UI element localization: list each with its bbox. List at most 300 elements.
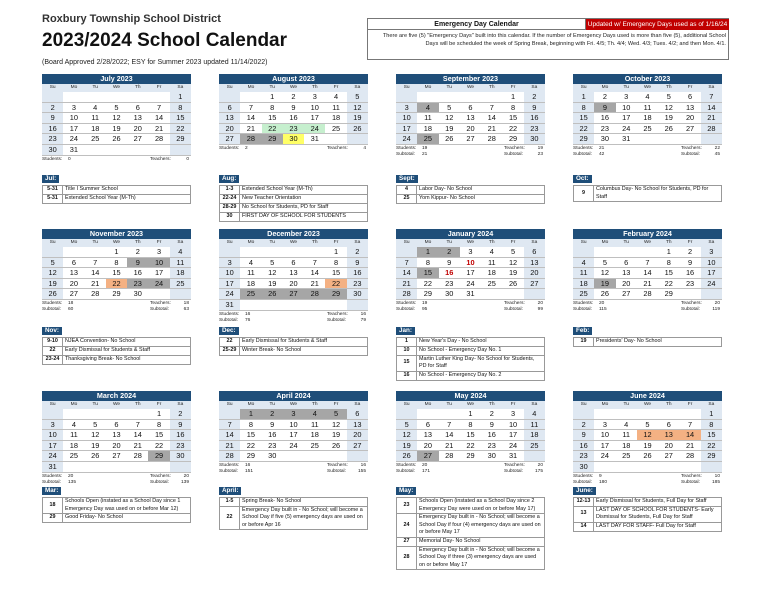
day-cell: 25 bbox=[325, 124, 346, 135]
students-label: Students: bbox=[42, 300, 63, 306]
weekday-label: Su bbox=[403, 402, 410, 407]
teachers-label: Teachers: bbox=[150, 473, 171, 479]
subtotal-label: Subtotal: bbox=[573, 306, 592, 312]
day-cell: 21 bbox=[85, 279, 106, 290]
day-cell bbox=[524, 451, 545, 462]
weekday-label: Th bbox=[665, 240, 672, 245]
legend-date: 23-24 bbox=[43, 356, 63, 364]
day-cell: 25 bbox=[85, 134, 106, 145]
day-cell bbox=[63, 92, 84, 103]
day-cell: 19 bbox=[502, 268, 523, 279]
day-cell: 3 bbox=[283, 409, 304, 420]
day-cell bbox=[127, 462, 148, 473]
students-subtotal: 42 bbox=[599, 151, 605, 157]
day-cell: 23 bbox=[679, 279, 700, 290]
month-title: July 2023 bbox=[42, 74, 191, 84]
day-cell bbox=[106, 92, 127, 103]
day-cell bbox=[573, 247, 594, 258]
day-cell bbox=[63, 409, 84, 420]
day-cell: 13 bbox=[63, 268, 84, 279]
day-cell: 21 bbox=[148, 124, 169, 135]
day-cell: 17 bbox=[460, 268, 481, 279]
legend-description: New Teacher Orientation bbox=[242, 194, 302, 201]
day-cell: 12 bbox=[325, 420, 346, 431]
day-cell: 20 bbox=[658, 441, 679, 452]
day-cell: 3 bbox=[502, 409, 523, 420]
month-calendar bbox=[396, 229, 545, 313]
day-cell: 6 bbox=[460, 103, 481, 114]
day-cell: 1 bbox=[701, 409, 722, 420]
day-cell: 24 bbox=[63, 134, 84, 145]
day-cell bbox=[170, 289, 191, 300]
legend-rows bbox=[396, 337, 545, 381]
day-cell bbox=[240, 92, 261, 103]
day-cell: 7 bbox=[701, 92, 722, 103]
teachers-label: Teachers: bbox=[504, 462, 525, 468]
board-approval-note: (Board Approved 2/28/2022; ESY for Summer 2023 updated 11/14/2022) bbox=[42, 59, 268, 66]
subtotal-label: Subtotal: bbox=[327, 468, 346, 474]
subtotal-label: Subtotal: bbox=[396, 306, 415, 312]
day-cell bbox=[396, 409, 417, 420]
day-grid bbox=[573, 247, 722, 300]
day-cell: 7 bbox=[85, 258, 106, 269]
day-grid bbox=[396, 247, 545, 300]
emergency-updated-badge: Updated w/ Emergency Days used as of 1/16/24 bbox=[587, 21, 728, 28]
month-legend bbox=[396, 319, 545, 381]
day-cell: 10 bbox=[63, 113, 84, 124]
day-cell: 9 bbox=[439, 258, 460, 269]
day-cell: 28 bbox=[127, 451, 148, 462]
weekday-label: Tu bbox=[623, 240, 629, 245]
students-subtotal: 21 bbox=[422, 151, 428, 157]
day-cell: 23 bbox=[573, 451, 594, 462]
day-cell: 15 bbox=[325, 268, 346, 279]
month-legend bbox=[573, 319, 722, 347]
students-count: 16 bbox=[245, 311, 251, 317]
day-cell: 11 bbox=[325, 103, 346, 114]
legend-date: 15 bbox=[397, 356, 417, 371]
day-cell: 15 bbox=[106, 268, 127, 279]
students-count: 20 bbox=[422, 462, 428, 468]
month-title: June 2024 bbox=[573, 391, 722, 401]
weekday-label: Th bbox=[488, 402, 495, 407]
day-cell: 25 bbox=[304, 441, 325, 452]
day-cell: 18 bbox=[637, 113, 658, 124]
day-cell: 7 bbox=[127, 420, 148, 431]
day-cell: 26 bbox=[637, 451, 658, 462]
weekday-label: Th bbox=[488, 85, 495, 90]
day-cell: 8 bbox=[106, 258, 127, 269]
legend-row bbox=[396, 547, 545, 571]
month-calendar bbox=[396, 391, 545, 475]
weekday-label: Th bbox=[134, 402, 141, 407]
students-subtotal: 60 bbox=[68, 306, 74, 312]
weekday-header bbox=[42, 401, 191, 409]
day-cell: 2 bbox=[170, 409, 191, 420]
day-cell: 21 bbox=[679, 441, 700, 452]
weekday-label: Fr bbox=[510, 85, 516, 90]
day-cell: 15 bbox=[417, 268, 438, 279]
day-cell: 27 bbox=[106, 451, 127, 462]
legend-row bbox=[573, 523, 722, 532]
weekday-label: We bbox=[112, 240, 121, 245]
day-cell bbox=[148, 145, 169, 156]
students-label: Students: bbox=[42, 156, 63, 162]
weekday-label: We bbox=[643, 240, 652, 245]
weekday-label: We bbox=[289, 240, 298, 245]
day-cell: 3 bbox=[42, 420, 63, 431]
day-cell: 27 bbox=[63, 289, 84, 300]
day-cell bbox=[304, 300, 325, 311]
day-cell: 24 bbox=[283, 441, 304, 452]
day-cell bbox=[347, 300, 368, 311]
day-cell: 25 bbox=[63, 451, 84, 462]
legend-description: Martin Luther King Day- No School for Students, PD for Staff bbox=[419, 355, 535, 369]
legend-description: Schools Open (instated as a School Day since 1 Emergency Day was used on or before Mar 12) bbox=[65, 498, 181, 512]
day-cell: 1 bbox=[240, 409, 261, 420]
day-cell: 17 bbox=[701, 268, 722, 279]
month-calendar bbox=[42, 391, 191, 486]
weekday-header bbox=[219, 239, 368, 247]
day-cell: 14 bbox=[148, 113, 169, 124]
day-cell: 15 bbox=[573, 113, 594, 124]
students-subtotal: 171 bbox=[422, 468, 431, 474]
day-cell: 6 bbox=[283, 258, 304, 269]
day-cell: 26 bbox=[658, 124, 679, 135]
day-cell: 23 bbox=[42, 134, 63, 145]
day-cell: 20 bbox=[460, 124, 481, 135]
day-cell: 11 bbox=[85, 113, 106, 124]
day-cell: 1 bbox=[658, 247, 679, 258]
day-cell: 18 bbox=[85, 124, 106, 135]
month-title: September 2023 bbox=[396, 74, 545, 84]
month-legend bbox=[42, 319, 191, 365]
legend-row bbox=[573, 507, 722, 523]
day-cell: 21 bbox=[701, 113, 722, 124]
weekday-label: Mo bbox=[247, 85, 255, 90]
day-cell: 21 bbox=[396, 279, 417, 290]
legend-row bbox=[42, 514, 191, 523]
day-cell: 27 bbox=[658, 451, 679, 462]
day-cell: 22 bbox=[573, 124, 594, 135]
emergency-day-box bbox=[367, 18, 729, 60]
day-cell: 3 bbox=[63, 103, 84, 114]
day-cell: 10 bbox=[701, 258, 722, 269]
day-cell: 11 bbox=[170, 258, 191, 269]
day-cell bbox=[85, 247, 106, 258]
legend-row bbox=[42, 195, 191, 204]
day-cell: 3 bbox=[219, 258, 240, 269]
day-cell bbox=[85, 409, 106, 420]
day-cell: 29 bbox=[240, 451, 261, 462]
day-cell: 14 bbox=[240, 113, 261, 124]
day-cell: 4 bbox=[325, 92, 346, 103]
day-cell: 5 bbox=[502, 247, 523, 258]
teachers-subtotal: 175 bbox=[534, 468, 543, 474]
day-cell: 18 bbox=[573, 279, 594, 290]
day-cell: 11 bbox=[240, 268, 261, 279]
day-cell: 29 bbox=[658, 289, 679, 300]
teachers-count: 16 bbox=[360, 311, 366, 317]
day-cell: 12 bbox=[594, 268, 615, 279]
teachers-label: Teachers: bbox=[504, 300, 525, 306]
day-cell bbox=[283, 300, 304, 311]
day-cell: 6 bbox=[679, 92, 700, 103]
day-cell: 21 bbox=[481, 124, 502, 135]
day-count-stats bbox=[219, 145, 368, 158]
day-cell: 5 bbox=[396, 420, 417, 431]
legend-date: 1-3 bbox=[220, 186, 240, 194]
day-cell: 28 bbox=[219, 451, 240, 462]
legend-description: Early Dismissal for Students, Full Day for Staff bbox=[596, 498, 707, 504]
day-cell: 22 bbox=[701, 441, 722, 452]
day-cell: 31 bbox=[460, 289, 481, 300]
month-calendar bbox=[573, 391, 722, 486]
day-cell bbox=[42, 247, 63, 258]
day-cell: 5 bbox=[106, 103, 127, 114]
day-cell: 2 bbox=[42, 103, 63, 114]
legend-description: Early Dismissal for Students & Staff bbox=[65, 346, 150, 353]
day-cell bbox=[637, 409, 658, 420]
day-cell: 16 bbox=[594, 113, 615, 124]
legend-date: 28 bbox=[397, 547, 417, 570]
legend-date: 5-31 bbox=[43, 195, 63, 203]
day-cell: 5 bbox=[658, 92, 679, 103]
day-cell: 26 bbox=[502, 279, 523, 290]
day-cell: 17 bbox=[594, 441, 615, 452]
legend-row bbox=[42, 356, 191, 365]
day-cell: 18 bbox=[524, 430, 545, 441]
day-cell: 12 bbox=[658, 103, 679, 114]
day-cell: 24 bbox=[616, 124, 637, 135]
day-cell: 6 bbox=[417, 420, 438, 431]
day-cell: 29 bbox=[262, 134, 283, 145]
weekday-label: Sa bbox=[708, 402, 715, 407]
day-cell: 19 bbox=[325, 430, 346, 441]
teachers-count: 20 bbox=[537, 300, 543, 306]
day-cell: 4 bbox=[637, 92, 658, 103]
day-cell: 4 bbox=[417, 103, 438, 114]
legend-description: Winter Break- No School bbox=[242, 346, 302, 353]
students-count: 20 bbox=[599, 300, 605, 306]
month-calendar bbox=[219, 229, 368, 324]
legend-rows bbox=[573, 497, 722, 532]
day-cell: 7 bbox=[148, 103, 169, 114]
day-cell: 17 bbox=[42, 441, 63, 452]
day-cell: 27 bbox=[127, 134, 148, 145]
day-cell: 8 bbox=[502, 103, 523, 114]
day-cell bbox=[439, 92, 460, 103]
day-cell bbox=[701, 134, 722, 145]
day-cell: 22 bbox=[170, 124, 191, 135]
weekday-label: We bbox=[289, 402, 298, 407]
day-grid bbox=[396, 92, 545, 145]
month-title: February 2024 bbox=[573, 229, 722, 239]
day-cell: 17 bbox=[304, 113, 325, 124]
weekday-label: Tu bbox=[92, 240, 98, 245]
day-cell: 12 bbox=[502, 258, 523, 269]
day-cell: 9 bbox=[679, 258, 700, 269]
legend-heading: June: bbox=[573, 487, 596, 495]
day-cell: 14 bbox=[304, 268, 325, 279]
day-cell: 25 bbox=[240, 289, 261, 300]
legend-rows bbox=[573, 337, 722, 347]
day-cell bbox=[325, 300, 346, 311]
day-cell: 7 bbox=[439, 420, 460, 431]
day-cell bbox=[616, 409, 637, 420]
weekday-label: Th bbox=[665, 85, 672, 90]
weekday-label: Mo bbox=[424, 240, 432, 245]
day-cell: 20 bbox=[417, 441, 438, 452]
weekday-header bbox=[573, 239, 722, 247]
day-cell: 27 bbox=[417, 451, 438, 462]
day-cell bbox=[283, 247, 304, 258]
day-cell: 15 bbox=[701, 430, 722, 441]
day-cell: 9 bbox=[594, 103, 615, 114]
day-cell: 1 bbox=[325, 247, 346, 258]
day-cell: 2 bbox=[439, 247, 460, 258]
day-cell bbox=[594, 409, 615, 420]
day-cell: 26 bbox=[396, 451, 417, 462]
weekday-label: Sa bbox=[354, 402, 361, 407]
subtotal-label: Subtotal: bbox=[219, 317, 238, 323]
legend-description: No School for Students, PD for Staff bbox=[242, 203, 329, 210]
teachers-label: Teachers: bbox=[327, 311, 348, 317]
subtotal-label: Subtotal: bbox=[42, 306, 61, 312]
students-label: Students: bbox=[219, 145, 240, 151]
day-cell: 8 bbox=[240, 420, 261, 431]
day-cell: 7 bbox=[679, 420, 700, 431]
weekday-label: Sa bbox=[354, 240, 361, 245]
weekday-label: We bbox=[289, 85, 298, 90]
day-cell: 10 bbox=[460, 258, 481, 269]
day-cell: 15 bbox=[658, 268, 679, 279]
weekday-label: Tu bbox=[446, 85, 452, 90]
day-cell: 26 bbox=[106, 134, 127, 145]
day-cell: 16 bbox=[262, 430, 283, 441]
legend-description: Memorial Day- No School bbox=[419, 537, 481, 544]
day-cell: 11 bbox=[637, 103, 658, 114]
day-cell: 20 bbox=[219, 124, 240, 135]
day-cell: 17 bbox=[63, 124, 84, 135]
day-cell: 31 bbox=[616, 134, 637, 145]
teachers-subtotal: 23 bbox=[537, 151, 543, 157]
weekday-label: Tu bbox=[623, 402, 629, 407]
day-cell: 31 bbox=[42, 462, 63, 473]
students-label: Students: bbox=[219, 462, 240, 468]
day-cell: 23 bbox=[524, 124, 545, 135]
day-cell: 29 bbox=[573, 134, 594, 145]
month-title: May 2024 bbox=[396, 391, 545, 401]
day-cell: 6 bbox=[106, 420, 127, 431]
legend-row bbox=[42, 347, 191, 356]
day-cell bbox=[262, 247, 283, 258]
day-cell bbox=[460, 92, 481, 103]
teachers-count: 10 bbox=[714, 473, 720, 479]
weekday-label: Tu bbox=[269, 85, 275, 90]
day-cell: 29 bbox=[148, 451, 169, 462]
day-cell bbox=[106, 462, 127, 473]
legend-date: 9-10 bbox=[43, 338, 63, 346]
day-cell: 10 bbox=[616, 103, 637, 114]
students-count: 2 bbox=[245, 145, 248, 151]
students-count: 18 bbox=[68, 300, 74, 306]
day-cell: 13 bbox=[616, 268, 637, 279]
teachers-label: Teachers: bbox=[327, 462, 348, 468]
day-cell bbox=[658, 409, 679, 420]
day-cell bbox=[637, 247, 658, 258]
day-cell: 28 bbox=[637, 289, 658, 300]
day-cell: 4 bbox=[85, 103, 106, 114]
legend-rows bbox=[42, 337, 191, 365]
day-cell bbox=[701, 289, 722, 300]
day-cell bbox=[658, 134, 679, 145]
day-cell: 6 bbox=[658, 420, 679, 431]
day-cell: 8 bbox=[460, 420, 481, 431]
day-cell: 4 bbox=[240, 258, 261, 269]
day-cell: 12 bbox=[347, 103, 368, 114]
day-cell: 7 bbox=[240, 103, 261, 114]
day-cell bbox=[85, 462, 106, 473]
day-cell bbox=[63, 462, 84, 473]
day-cell: 18 bbox=[63, 441, 84, 452]
students-label: Students: bbox=[573, 145, 594, 151]
month-title: December 2023 bbox=[219, 229, 368, 239]
weekday-label: Th bbox=[488, 240, 495, 245]
day-cell: 24 bbox=[701, 279, 722, 290]
day-cell: 12 bbox=[106, 113, 127, 124]
day-cell: 7 bbox=[396, 258, 417, 269]
teachers-label: Teachers: bbox=[150, 300, 171, 306]
day-cell: 19 bbox=[85, 441, 106, 452]
day-cell: 5 bbox=[347, 92, 368, 103]
weekday-label: Su bbox=[226, 402, 233, 407]
legend-heading: Sept: bbox=[396, 175, 418, 183]
day-cell: 17 bbox=[502, 430, 523, 441]
day-cell: 22 bbox=[417, 279, 438, 290]
day-cell: 13 bbox=[679, 103, 700, 114]
day-cell: 14 bbox=[637, 268, 658, 279]
teachers-subtotal: 99 bbox=[537, 306, 543, 312]
day-cell: 9 bbox=[347, 258, 368, 269]
day-cell: 2 bbox=[573, 420, 594, 431]
day-cell: 11 bbox=[304, 420, 325, 431]
weekday-label: Sa bbox=[177, 240, 184, 245]
day-cell bbox=[42, 92, 63, 103]
day-cell bbox=[396, 247, 417, 258]
day-cell bbox=[240, 247, 261, 258]
weekday-label: Fr bbox=[687, 85, 693, 90]
day-cell: 16 bbox=[347, 268, 368, 279]
day-cell: 18 bbox=[616, 441, 637, 452]
day-cell bbox=[616, 462, 637, 473]
month-legend bbox=[42, 479, 191, 523]
day-cell: 25 bbox=[573, 289, 594, 300]
month-title: October 2023 bbox=[573, 74, 722, 84]
legend-heading: May: bbox=[396, 487, 416, 495]
legend-description: Emergency Day built in - No School; will become a School Day if three (3) emergency days are used on or before May 17 bbox=[419, 546, 540, 568]
day-cell: 30 bbox=[42, 145, 63, 156]
legend-row bbox=[396, 356, 545, 372]
legend-rows bbox=[42, 497, 191, 523]
day-cell: 16 bbox=[439, 268, 460, 279]
day-cell: 8 bbox=[325, 258, 346, 269]
day-cell: 12 bbox=[262, 268, 283, 279]
legend-description: New Year's Day - No School bbox=[419, 338, 487, 344]
day-cell: 9 bbox=[127, 258, 148, 269]
day-cell: 8 bbox=[148, 420, 169, 431]
weekday-label: Su bbox=[403, 85, 410, 90]
